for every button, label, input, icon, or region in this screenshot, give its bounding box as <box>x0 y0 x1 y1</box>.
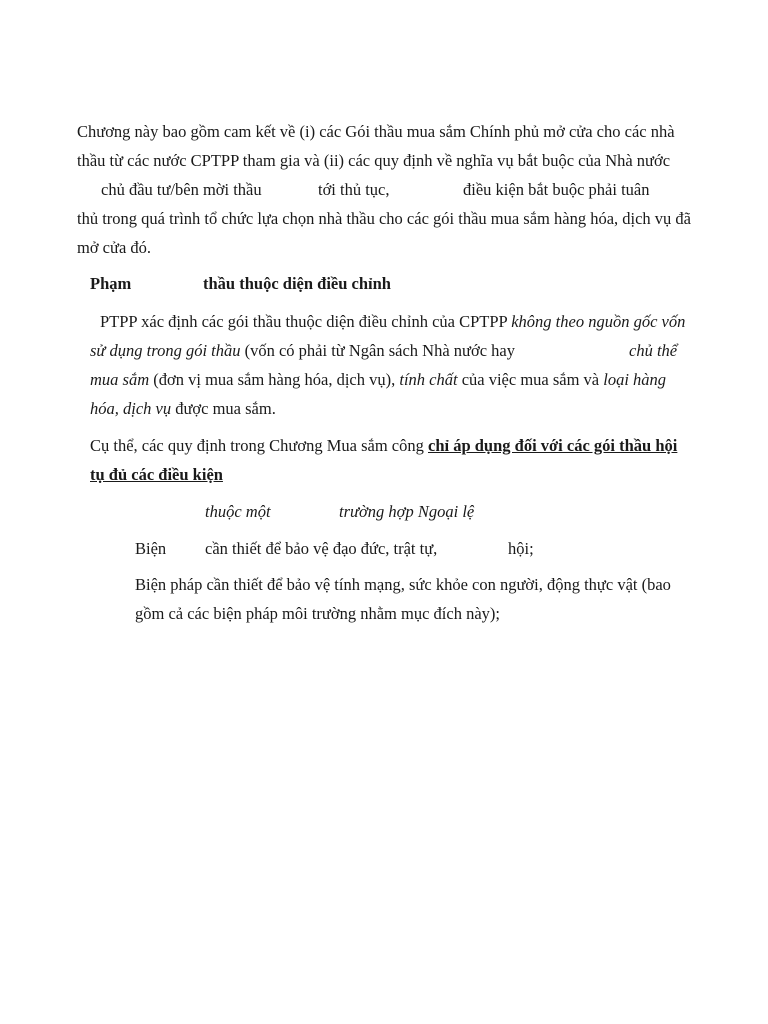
section-heading-part-b: thầu thuộc diện điều chỉnh <box>203 274 391 293</box>
intro-line-3b: tới thủ tục, <box>318 180 390 199</box>
scope-line-4-text: được mua sắm. <box>171 399 276 418</box>
scope-line-3-emphasis-1: mua sắm <box>90 370 150 389</box>
exceptions-part-a: thuộc một <box>205 502 271 521</box>
intro-line-1: Chương này bao gồm cam kết về (i) các Gói thầu mua sắm Chính phủ mở cửa cho các nhà <box>77 122 675 141</box>
specific-line-1 <box>90 436 677 456</box>
scope-line-2-emphasis: sử dụng trong gói thầu <box>90 341 241 360</box>
scope-line-4-emphasis: hóa, dịch vụ <box>90 399 172 418</box>
intro-line-4: thủ trong quá trình tổ chức lựa chọn nhà thầu cho các gói thầu mua sắm hàng hóa, dịch vụ đã <box>77 209 692 228</box>
scope-line-2 <box>90 341 515 361</box>
scope-line-3 <box>90 370 666 390</box>
scope-line-4 <box>90 399 276 419</box>
scope-line-3-text-2: của việc mua sắm và <box>457 370 604 389</box>
specific-line-1-emphasis: chỉ áp dụng đối với các gói thầu hội <box>428 436 678 455</box>
scope-line-2-text: (vốn có phải từ Ngân sách Nhà nước hay <box>240 341 515 360</box>
exceptions-part-b: trường hợp Ngoại lệ <box>339 502 475 521</box>
scope-line-2-tail: chủ thể <box>629 341 678 360</box>
intro-line-5: mở cửa đó. <box>77 238 152 257</box>
scope-line-1-emphasis: không theo nguồn gốc vốn <box>511 312 686 331</box>
scope-line-3-text-1: (đơn vị mua sắm hàng hóa, dịch vụ), <box>149 370 400 389</box>
scope-line-3-emphasis-2: tính chất <box>399 370 458 389</box>
scope-line-1 <box>100 312 685 332</box>
measure-2-line-1: Biện pháp cần thiết để bảo vệ tính mạng, sức khỏe con người, động thực vật (bao <box>135 575 671 594</box>
specific-line-1-text: Cụ thể, các quy định trong Chương Mua sắm công <box>90 436 428 455</box>
intro-line-3c: điều kiện bắt buộc phải tuân <box>463 180 650 199</box>
measure-1-part-a: Biện <box>135 539 167 558</box>
scope-line-1-text: PTPP xác định các gói thầu thuộc diện điều chỉnh của CPTPP <box>100 312 512 331</box>
scope-line-3-emphasis-3: loại hàng <box>603 370 667 389</box>
intro-line-2: thầu từ các nước CPTPP tham gia và (ii) các quy định về nghĩa vụ bắt buộc của Nhà nước <box>77 151 671 170</box>
measure-1-part-c: hội; <box>508 539 534 558</box>
section-heading-part-a: Phạm <box>90 274 132 293</box>
specific-line-2: tụ đủ các điều kiện <box>90 465 223 484</box>
measure-2-line-2: gồm cả các biện pháp môi trường nhằm mục đích này); <box>135 604 500 623</box>
intro-line-3a: chủ đầu tư/bên mời thầu <box>101 180 262 199</box>
measure-1-part-b: cần thiết để bảo vệ đạo đức, trật tự, <box>205 539 438 558</box>
